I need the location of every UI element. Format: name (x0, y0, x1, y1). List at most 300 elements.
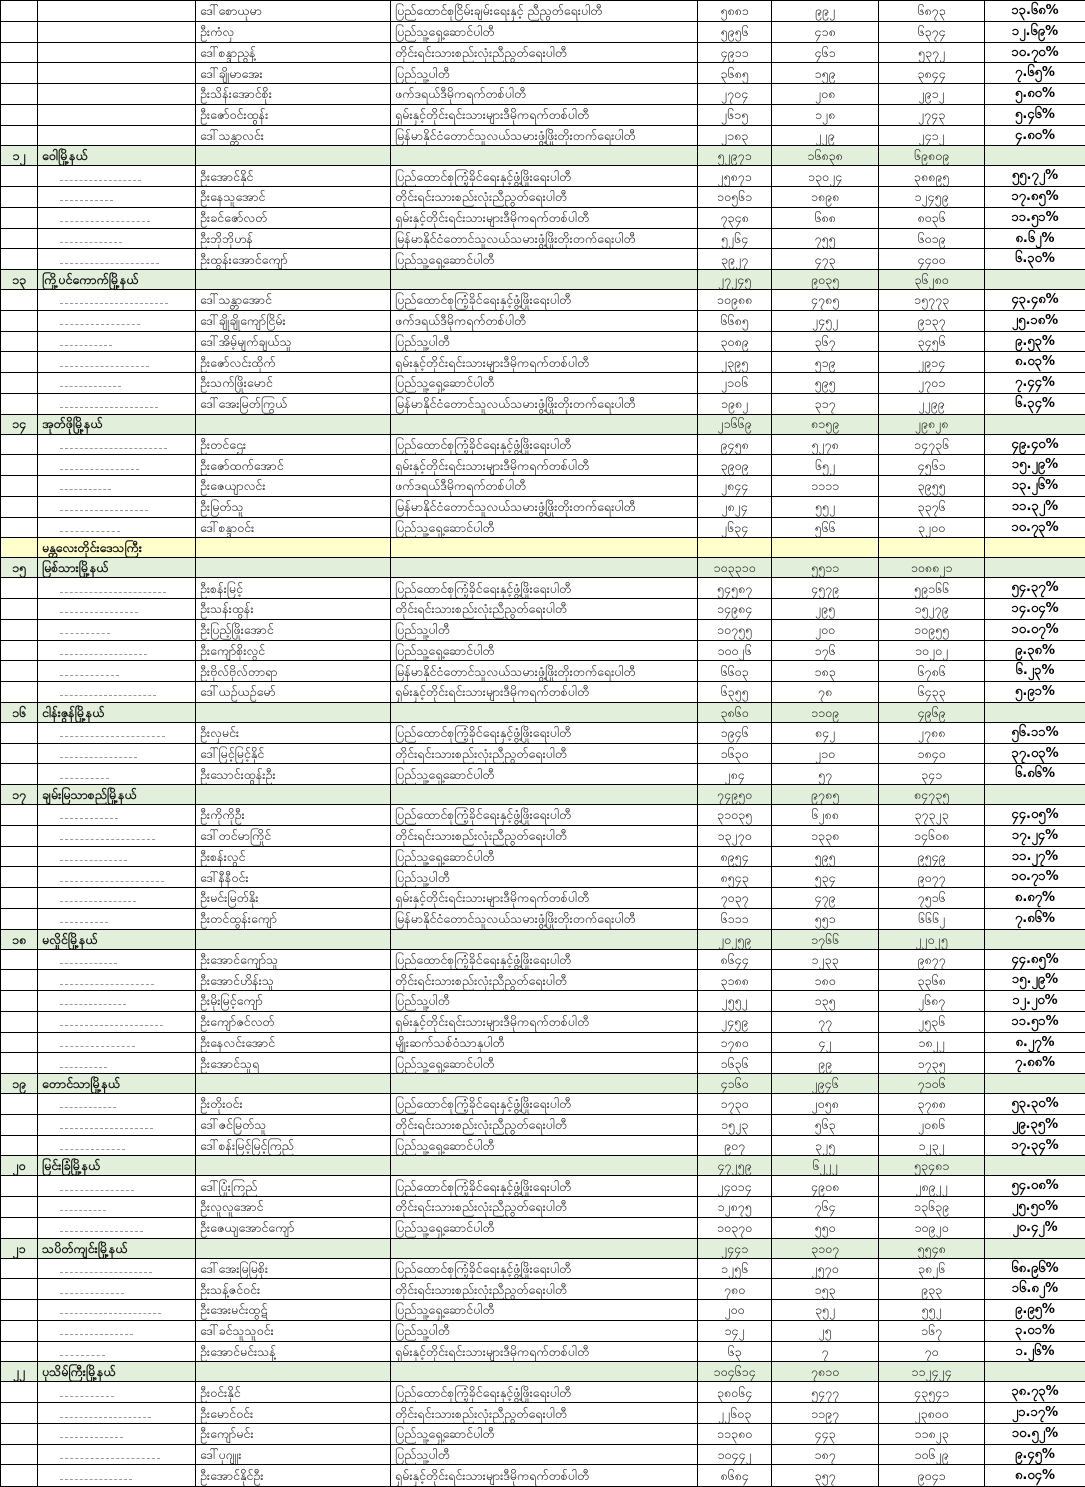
township-name-cell (38, 970, 196, 991)
votes-total-cell: ၂၀၈၆ (879, 1114, 985, 1135)
candidate-name-cell: ဦးကျော်စိုးလွင် (196, 640, 391, 661)
percent-cell: ၅၄.၀၈% (985, 1176, 1085, 1197)
redacted-mark (60, 776, 109, 779)
percent-cell: ၇.၈၈% (985, 1053, 1085, 1074)
candidate-name-cell (196, 702, 391, 722)
redacted-mark (60, 1147, 125, 1150)
votes-col2-cell: ၄၇၈၅ (772, 290, 879, 311)
township-name-cell (38, 743, 196, 764)
serial-cell (1, 352, 38, 373)
votes-total-cell: ၈၀၃၆ (879, 207, 985, 228)
votes-total-cell: ၁၀၆၂၉ (879, 1444, 985, 1465)
township-name-cell (38, 825, 196, 846)
party-cell: ပြည်သူ့ရှေ့ဆောင်ပါတီ (391, 1217, 698, 1238)
candidate-name-cell: ဦးတင်ဌေး (196, 434, 391, 455)
party-cell (391, 929, 698, 949)
candidate-name-cell: ဦးနေလင်းအောင် (196, 1032, 391, 1053)
percent-cell: ၆.၂၃% (985, 661, 1085, 682)
votes-total-cell: ၁၈၂၂ (879, 1032, 985, 1053)
candidate-name-cell: ဒေါ်ခင်သူသူဝင်း (196, 1320, 391, 1341)
votes-total-cell (879, 538, 985, 558)
township-name-cell (38, 476, 196, 497)
percent-cell: ၁၄.၀၄% (985, 599, 1085, 620)
candidate-name-cell: ဦးမိုးမြင့်ကျော် (196, 991, 391, 1012)
candidate-row (1, 888, 1085, 909)
candidate-name-cell: ဦးဝင်းနိုင် (196, 1382, 391, 1403)
serial-cell (1, 166, 38, 187)
percent-cell: ၆.၃၀% (985, 249, 1085, 270)
redacted-mark (60, 322, 140, 325)
votes-col2-cell: ၃၅၇ (772, 1465, 879, 1487)
votes-col2-cell: ၁၈၉၈ (772, 187, 879, 208)
votes-total-cell: ၃၂၀၀ (879, 517, 985, 538)
votes-total-cell: ၂၄၁၂ (879, 125, 985, 146)
party-cell: တိုင်းရင်းသားစည်းလုံးညီညွတ်ရေးပါတီ (391, 599, 698, 620)
votes-col1-cell: ၇၀၃၇ (698, 888, 772, 909)
redacted-mark (60, 1394, 114, 1397)
percent-cell: ၂၉.၃၅% (985, 1114, 1085, 1135)
candidate-name-cell: ဦးသန်းထွန်း (196, 599, 391, 620)
serial-cell (1, 21, 38, 42)
party-cell: ပြည်သူ့ပါတီ (391, 331, 698, 352)
votes-col1-cell: ၃၁၀၃၅ (698, 805, 772, 826)
votes-total-cell: ၆၉၈၀၉ (879, 146, 985, 166)
township-name-cell (38, 1444, 196, 1465)
township-name-cell (38, 187, 196, 208)
votes-total-cell: ၂၇၈၈ (879, 722, 985, 743)
votes-col2-cell: ၁၁၉၇ (772, 1403, 879, 1424)
votes-col1-cell: ၂၇၀၄ (698, 84, 772, 105)
votes-col2-cell: ၄၉၀၈ (772, 1176, 879, 1197)
candidate-name-cell: ဒေါ်နီနီဝင်း (196, 867, 391, 888)
township-name-cell (38, 1258, 196, 1279)
party-cell: ပြည်ထောင်စုကြံ့ခိုင်ရေးနှင့်ဖွံ့ဖြိုးရေးပါတီ (391, 1094, 698, 1115)
township-name-cell (38, 455, 196, 476)
redacted-mark (60, 1229, 143, 1232)
percent-cell (985, 558, 1085, 578)
township-name-cell (38, 1053, 196, 1074)
votes-col2-cell: ၄၂ (772, 1032, 879, 1053)
candidate-name-cell (196, 785, 391, 805)
votes-col2-cell: ၁၃၅ (772, 991, 879, 1012)
votes-col1-cell: ၃၉၂၇ (698, 249, 772, 270)
party-cell: ပြည်သူ့ရှေ့ဆောင်ပါတီ (391, 640, 698, 661)
township-name-cell (38, 63, 196, 84)
party-cell: ပြည်သူ့ပါတီ (391, 619, 698, 640)
township-name-cell (38, 949, 196, 970)
redacted-mark (60, 837, 155, 840)
township-name-cell: မန္တလေးတိုင်းဒေသကြီး (38, 538, 196, 558)
percent-cell: ၃၇.၀၃% (985, 743, 1085, 764)
percent-cell: ၁.၂၆% (985, 1341, 1085, 1362)
serial-cell (1, 1, 38, 22)
candidate-row (1, 1444, 1085, 1465)
votes-total-cell: ၁၀၈၈၂၁ (879, 558, 985, 578)
serial-cell (1, 825, 38, 846)
redacted-mark (60, 693, 156, 696)
serial-cell (1, 888, 38, 909)
votes-col1-cell: ၉၄၅၈ (698, 434, 772, 455)
serial-cell (1, 1053, 38, 1074)
redacted-mark (60, 1435, 123, 1438)
serial-cell (1, 1444, 38, 1465)
party-cell: တိုင်းရင်းသားစည်းလုံးညီညွတ်ရေးပါတီ (391, 42, 698, 63)
candidate-row (1, 1135, 1085, 1156)
party-cell: ပြည်ထောင်စုကြံ့ခိုင်ရေးနှင့်ဖွံ့ဖြိုးရေးပါတီ (391, 1382, 698, 1403)
serial-cell (1, 331, 38, 352)
serial-cell (1, 496, 38, 517)
candidate-name-cell: ဒေါ်အေးမြတ်ကြွယ် (196, 393, 391, 414)
votes-total-cell: ၂၉၁၂ (879, 84, 985, 105)
township-name-cell (38, 42, 196, 63)
candidate-row (1, 1341, 1085, 1362)
votes-total-cell: ၇၅၁၆ (879, 888, 985, 909)
redacted-mark (60, 879, 164, 882)
candidate-name-cell: ဦးဗိုလ်ဗိုလ်တာရာ (196, 661, 391, 682)
percent-cell (985, 1156, 1085, 1176)
candidate-row (1, 496, 1085, 517)
redacted-mark (60, 673, 119, 676)
party-cell (391, 1156, 698, 1176)
serial-cell (1, 290, 38, 311)
votes-total-cell: ၃၇၃၂၃ (879, 805, 985, 826)
votes-col1-cell: ၅၂၆၄ (698, 228, 772, 249)
votes-col1-cell: ၈၅၄၃ (698, 867, 772, 888)
redacted-mark (60, 446, 167, 449)
votes-col2-cell: ၁၈၇ (772, 1444, 879, 1465)
serial-cell (1, 640, 38, 661)
party-cell: ပြည်သူ့ရှေ့ဆောင်ပါတီ (391, 1135, 698, 1156)
candidate-name-cell: ဦးသိန်းအောင်စိုး (196, 84, 391, 105)
votes-col1-cell: ၁၀၀၂၆ (698, 640, 772, 661)
percent-cell: ၇.၈၆% (985, 908, 1085, 929)
serial-cell (1, 1094, 38, 1115)
percent-cell: ၁၇.၂၄% (985, 825, 1085, 846)
serial-cell: ၁၆ (1, 702, 38, 722)
township-name-cell (38, 166, 196, 187)
votes-col2-cell: ၆၂၈၈ (772, 805, 879, 826)
serial-cell (1, 970, 38, 991)
township-name-cell (38, 1382, 196, 1403)
votes-col2-cell: ၂၄၅၂ (772, 310, 879, 331)
serial-cell (1, 599, 38, 620)
township-row (1, 414, 1085, 434)
township-name-cell (38, 722, 196, 743)
votes-col1-cell: ၂၁၀၆ (698, 373, 772, 394)
votes-col2-cell: ၁၈၀ (772, 970, 879, 991)
percent-cell: ၂၀.၄၂% (985, 1217, 1085, 1238)
serial-cell (1, 1114, 38, 1135)
party-cell: ရှမ်းနှင့်တိုင်းရင်းသားများဒီမိုကရက်တစ်ပါတီ (391, 1011, 698, 1032)
township-name-cell (38, 991, 196, 1012)
candidate-name-cell: ဦးအောင်ကျော်သူ (196, 949, 391, 970)
candidate-row (1, 310, 1085, 331)
candidate-row (1, 63, 1085, 84)
serial-cell: ၁၄ (1, 414, 38, 434)
serial-cell (1, 42, 38, 63)
serial-cell (1, 1423, 38, 1444)
serial-cell (1, 867, 38, 888)
votes-col2-cell: ၅၅၂ (772, 496, 879, 517)
votes-col2-cell: ၂၀၀ (772, 619, 879, 640)
votes-col1-cell: ၁၅၂၃ (698, 1114, 772, 1135)
township-name-cell (38, 805, 196, 826)
candidate-row (1, 1279, 1085, 1300)
redacted-mark (60, 610, 138, 613)
candidate-name-cell: ဒေါ်ယဉ်ယဉ်မော် (196, 682, 391, 703)
party-cell (391, 558, 698, 578)
votes-col2-cell: ၁၁၀၉ (772, 702, 879, 722)
candidate-row (1, 682, 1085, 703)
percent-cell: ၁၃.၂၆% (985, 476, 1085, 497)
party-cell: မြန်မာနိုင်ငံတောင်သူလယ်သမားဖွံ့ဖြိုးတိုးတက်ရေးပါတီ (391, 393, 698, 414)
township-name-cell: ငါန်းဇွန်မြို့နယ် (38, 702, 196, 722)
candidate-name-cell: ဦးခင်ဇော်လတ် (196, 207, 391, 228)
candidate-name-cell: ဦးဇေယျာလင်း (196, 476, 391, 497)
candidate-row (1, 846, 1085, 867)
votes-col1-cell: ၂၄၅၉ (698, 1011, 772, 1032)
candidate-name-cell: ဦးအောင်နိုင်ဦး (196, 1465, 391, 1487)
township-name-cell: သပိတ်ကျင်းမြို့နယ် (38, 1238, 196, 1258)
candidate-row (1, 373, 1085, 394)
percent-cell: ၁၁.၅၁% (985, 207, 1085, 228)
redacted-mark (60, 261, 159, 264)
votes-col2-cell: ၂၂၉ (772, 125, 879, 146)
township-name-cell (38, 1032, 196, 1053)
redacted-mark (60, 631, 110, 634)
votes-col1-cell: ၃၀၈၉ (698, 331, 772, 352)
candidate-name-cell: ဦးကံလှ (196, 21, 391, 42)
candidate-row (1, 1197, 1085, 1218)
votes-col2-cell: ၁၅၃ (772, 1279, 879, 1300)
serial-cell (1, 908, 38, 929)
votes-col1-cell: ၂၀၂၅၉ (698, 929, 772, 949)
candidate-row (1, 949, 1085, 970)
votes-total-cell: ၉၀၇၇ (879, 867, 985, 888)
serial-cell (1, 1382, 38, 1403)
candidate-row (1, 352, 1085, 373)
percent-cell: ၁၅.၂၉% (985, 970, 1085, 991)
votes-col2-cell: ၇၆၄ (772, 1197, 879, 1218)
serial-cell: ၁၇ (1, 785, 38, 805)
votes-total-cell: ၆၇၈၆ (879, 661, 985, 682)
redacted-mark (60, 1456, 160, 1459)
township-name-cell (38, 1403, 196, 1424)
party-cell (391, 1074, 698, 1094)
votes-col1-cell: ၇၃၄၈ (698, 207, 772, 228)
party-cell: မြန်မာနိုင်ငံတောင်သူလယ်သမားဖွံ့ဖြိုးတိုးတက်ရေးပါတီ (391, 496, 698, 517)
percent-cell (985, 785, 1085, 805)
party-cell: ပြည်ထောင်စုကြံ့ခိုင်ရေးနှင့်ဖွံ့ဖြိုးရေးပါတီ (391, 1258, 698, 1279)
redacted-mark (60, 1188, 134, 1191)
township-name-cell (38, 496, 196, 517)
party-cell: မြန်မာနိုင်ငံတောင်သူလယ်သမားဖွံ့ဖြိုးတိုးတက်ရေးပါတီ (391, 228, 698, 249)
candidate-row (1, 476, 1085, 497)
candidate-name-cell (196, 538, 391, 558)
votes-col1-cell: ၁၀၄၄၂ (698, 1444, 772, 1465)
votes-total-cell: ၆၈၇၃ (879, 1, 985, 22)
redacted-mark (60, 920, 108, 923)
candidate-row (1, 867, 1085, 888)
party-cell: ရှမ်းနှင့်တိုင်းရင်းသားများဒီမိုကရက်တစ်ပါတီ (391, 207, 698, 228)
serial-cell (1, 661, 38, 682)
percent-cell: ၆၈.၉၆% (985, 1258, 1085, 1279)
serial-cell: ၁၉ (1, 1074, 38, 1094)
percent-cell: ၁၀.၇၃% (985, 517, 1085, 538)
township-row (1, 1238, 1085, 1258)
candidate-row (1, 619, 1085, 640)
percent-cell: ၂၅.၅၀% (985, 1197, 1085, 1218)
township-name-cell (38, 104, 196, 125)
votes-col1-cell: ၂၈၄၄ (698, 476, 772, 497)
votes-col2-cell: ၁၂၃၃ (772, 949, 879, 970)
redacted-mark (60, 343, 112, 346)
votes-total-cell: ၃၈၄၄ (879, 63, 985, 84)
votes-col2-cell: ၈၄၂ (772, 722, 879, 743)
serial-cell: ၁၈ (1, 929, 38, 949)
redacted-mark (60, 734, 165, 737)
votes-total-cell: ၄၅၆၁ (879, 455, 985, 476)
serial-cell (1, 1320, 38, 1341)
votes-total-cell: ၉၃၃ (879, 1279, 985, 1300)
votes-total-cell: ၂၇၄၃ (879, 104, 985, 125)
party-cell: မျိုးဆက်သစ်ဝံသာနုပါတီ (391, 1032, 698, 1053)
votes-col2-cell: ၂၉၄၆ (772, 1074, 879, 1094)
candidate-row (1, 393, 1085, 414)
redacted-mark (60, 1023, 163, 1026)
votes-col1-cell: ၁၉၄၆ (698, 722, 772, 743)
percent-cell (985, 270, 1085, 290)
party-cell (391, 538, 698, 558)
township-name-cell (38, 290, 196, 311)
percent-cell: ၉.၅၃% (985, 331, 1085, 352)
votes-total-cell: ၂၇၀၁ (879, 373, 985, 394)
candidate-row (1, 1032, 1085, 1053)
votes-total-cell: ၆၆၆၂ (879, 908, 985, 929)
votes-col1-cell: ၅၂၉၇၁ (698, 146, 772, 166)
serial-cell (1, 373, 38, 394)
serial-cell (1, 991, 38, 1012)
party-cell: ပြည်သူ့ပါတီ (391, 1320, 698, 1341)
percent-cell: ၅.၉၁% (985, 682, 1085, 703)
candidate-row (1, 84, 1085, 105)
party-cell: ပြည်ထောင်စုကြံ့ခိုင်ရေးနှင့်ဖွံ့ဖြိုးရေးပါတီ (391, 434, 698, 455)
township-name-cell (38, 682, 196, 703)
candidate-name-cell: ဦးမောင်ဝင်း (196, 1403, 391, 1424)
party-cell: ပြည်ထောင်စုကြံ့ခိုင်ရေးနှင့်ဖွံ့ဖြိုးရေးပါတီ (391, 805, 698, 826)
votes-total-cell: ၅၃၇၂ (879, 42, 985, 63)
votes-col2-cell: ၅၃၄ (772, 867, 879, 888)
serial-cell (1, 517, 38, 538)
candidate-row (1, 1465, 1085, 1487)
votes-col2-cell: ၄၇၃ (772, 249, 879, 270)
votes-col1-cell: ၁၄၉၈၄ (698, 599, 772, 620)
votes-total-cell: ၂၅၃၆ (879, 1011, 985, 1032)
percent-cell: ၇.၆၅% (985, 63, 1085, 84)
votes-total-cell: ၁၅၂၇၉ (879, 599, 985, 620)
serial-cell: ၁၅ (1, 558, 38, 578)
township-name-cell (38, 888, 196, 909)
redacted-mark (60, 1311, 161, 1314)
votes-col1-cell: ၁၀၅၆၁ (698, 187, 772, 208)
votes-col1-cell: ၁၀၃၃၁၀ (698, 558, 772, 578)
votes-total-cell: ၆၄၃၃ (879, 682, 985, 703)
percent-cell: ၈.၈၇% (985, 888, 1085, 909)
party-cell: တိုင်းရင်းသားစည်းလုံးညီညွတ်ရေးပါတီ (391, 825, 698, 846)
candidate-row (1, 517, 1085, 538)
candidate-row (1, 1114, 1085, 1135)
candidate-name-cell: ဒေါ်စောယုမာ (196, 1, 391, 22)
candidate-row (1, 1094, 1085, 1115)
candidate-row (1, 331, 1085, 352)
township-name-cell (38, 1114, 196, 1135)
candidate-name-cell: ဒေါ်အေးမြမြစိုး (196, 1258, 391, 1279)
votes-col2-cell: ၅၇ (772, 764, 879, 785)
candidate-name-cell: ဦးသန့်ဇင်ဝင်း (196, 1279, 391, 1300)
redacted-mark (60, 899, 136, 902)
township-name-cell (38, 599, 196, 620)
votes-col2-cell: ၅၅၁ (772, 908, 879, 929)
percent-cell: ၅.၈၀% (985, 84, 1085, 105)
votes-col2-cell: ၁၃၃၈ (772, 825, 879, 846)
serial-cell: ၁၂ (1, 146, 38, 166)
township-name-cell (38, 764, 196, 785)
candidate-row (1, 1300, 1085, 1321)
candidate-name-cell: ဒေါ်အိမ့်မျက်ချယ်သူ (196, 331, 391, 352)
votes-col1-cell: ၆၁၁၁ (698, 908, 772, 929)
serial-cell (1, 393, 38, 414)
votes-col2-cell: ၁၁၁၁ (772, 476, 879, 497)
party-cell: ပြည်သူ့ပါတီ (391, 63, 698, 84)
serial-cell (1, 455, 38, 476)
votes-col1-cell: ၂၁၆၆၉ (698, 414, 772, 434)
votes-total-cell: ၄၉၆၉ (879, 702, 985, 722)
township-name-cell (38, 310, 196, 331)
votes-total-cell: ၁၅၇၇၃ (879, 290, 985, 311)
redacted-mark (60, 1270, 152, 1273)
percent-cell: ၅၄.၃၇% (985, 578, 1085, 599)
votes-col2-cell: ၇၈၁၀ (772, 1362, 879, 1382)
votes-total-cell: ၁၂၄၅၉ (879, 187, 985, 208)
percent-cell: ၈.၀၃% (985, 352, 1085, 373)
votes-total-cell: ၁၁၈၂၃ (879, 1423, 985, 1444)
serial-cell: ၂၀ (1, 1156, 38, 1176)
township-name-cell (38, 578, 196, 599)
candidate-name-cell (196, 929, 391, 949)
candidate-name-cell: ဒေါ်မြင့်မြင့်နိုင် (196, 743, 391, 764)
votes-col1-cell: ၃၆၈၅ (698, 63, 772, 84)
township-name-cell (38, 867, 196, 888)
votes-col2-cell: ၄၄၃ (772, 1423, 879, 1444)
percent-cell: ၁၃.၆၈% (985, 1, 1085, 22)
votes-total-cell: ၂၆၈၇ (879, 991, 985, 1012)
votes-col2-cell: ၁၇၆၆ (772, 929, 879, 949)
votes-col2-cell: ၂၀၅၈ (772, 1094, 879, 1115)
candidate-row (1, 805, 1085, 826)
votes-total-cell: ၂၉၁၄ (879, 352, 985, 373)
votes-col2-cell: ၂၉၅ (772, 599, 879, 620)
votes-col2-cell: ၉၉ (772, 1053, 879, 1074)
candidate-name-cell (196, 1074, 391, 1094)
party-cell (391, 146, 698, 166)
township-name-cell: မလှိုင်မြို့နယ် (38, 929, 196, 949)
percent-cell (985, 929, 1085, 949)
votes-total-cell: ၃၇၈၈ (879, 1094, 985, 1115)
candidate-name-cell: ဦးမင်းမြတ်နိုး (196, 888, 391, 909)
redacted-mark (60, 467, 139, 470)
percent-cell (985, 538, 1085, 558)
serial-cell (1, 1032, 38, 1053)
